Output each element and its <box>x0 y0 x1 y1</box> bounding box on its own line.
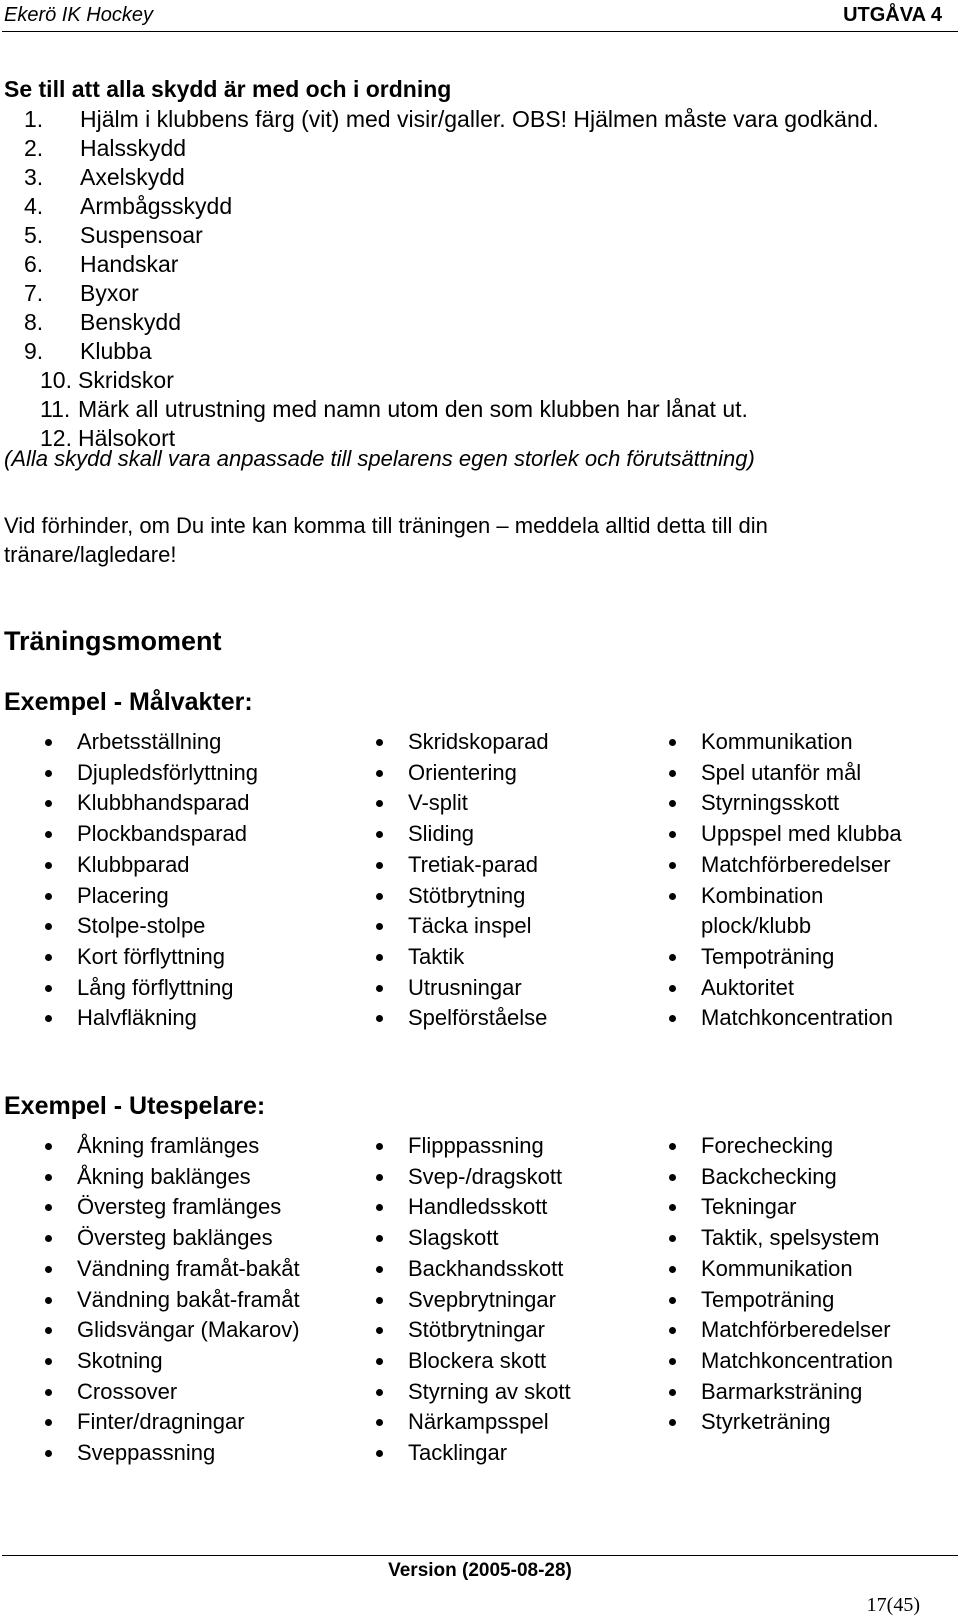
bullet-item: Flipppassning <box>376 1131 571 1162</box>
equipment-item-text: Suspensoar <box>80 222 203 248</box>
bullet-item: Stolpe-stolpe <box>45 911 258 942</box>
equipment-item-text: Armbågsskydd <box>80 193 233 219</box>
skater-list-col3 <box>669 1131 893 1438</box>
bullet-item: Vändning bakåt-framåt <box>45 1285 300 1316</box>
bullet-item: Slagskott <box>376 1223 571 1254</box>
bullet-item: Tempoträning <box>669 942 902 973</box>
bullet-item: Plockbandsparad <box>45 819 258 850</box>
bullet-item: Djupledsförlyttning <box>45 758 258 789</box>
bullet-item: Kombination plock/klubb <box>669 881 902 942</box>
page-number: 17(45) <box>866 1594 920 1616</box>
skater-list-col2 <box>376 1131 571 1469</box>
bullet-item: Styrning av skott <box>376 1377 571 1408</box>
bullet-item: Forechecking <box>669 1131 893 1162</box>
skater-list-col1 <box>45 1131 300 1469</box>
goalkeeper-list-col2 <box>376 727 549 1034</box>
bullet-item: Orientering <box>376 758 549 789</box>
bullet-item: Kommunikation <box>669 727 902 758</box>
equipment-item-text: Axelskydd <box>80 164 185 190</box>
equipment-item-number: 6. <box>24 251 44 277</box>
bullet-item: Matchförberedelser <box>669 1315 893 1346</box>
bullet-item: Blockera skott <box>376 1346 571 1377</box>
club-name: Ekerö IK Hockey <box>4 4 153 26</box>
equipment-item-number: 9. <box>24 338 44 364</box>
bullet-item: Barmarksträning <box>669 1377 893 1408</box>
bullet-item: Vändning framåt-bakåt <box>45 1254 300 1285</box>
bullet-item: Lång förflyttning <box>45 973 258 1004</box>
equipment-item-number: 4. <box>24 193 44 219</box>
bullet-item: Halvfläkning <box>45 1003 258 1034</box>
bullet-item: Arbetsställning <box>45 727 258 758</box>
bullet-item: Stötbrytningar <box>376 1315 571 1346</box>
bullet-item: Taktik <box>376 942 549 973</box>
bullet-item: Åkning framlänges <box>45 1131 300 1162</box>
bullet-item: Stötbrytning <box>376 881 549 912</box>
bullet-item: Kort förflyttning <box>45 942 258 973</box>
skater-title: Exempel - Utespelare: <box>4 1092 266 1120</box>
goalkeeper-list-col1 <box>45 727 258 1034</box>
page-header <box>0 0 960 36</box>
bullet-item: Matchkoncentration <box>669 1003 902 1034</box>
equipment-item-text: Hjälm i klubbens färg (vit) med visir/galler. OBS! Hjälmen måste vara godkänd. <box>80 106 879 132</box>
equipment-item-text: Märk all utrustning med namn utom den som klubben har lånat ut. <box>78 396 748 422</box>
equipment-item-number: 8. <box>24 309 44 335</box>
goalkeeper-list-col3 <box>669 727 902 1034</box>
equipment-item-text: Byxor <box>80 280 139 306</box>
equipment-item-number: 1. <box>24 106 44 132</box>
bullet-item: Kommunikation <box>669 1254 893 1285</box>
bullet-item: Åkning baklänges <box>45 1162 300 1193</box>
equipment-item-text: Klubba <box>80 338 152 364</box>
bullet-item: Handledsskott <box>376 1192 571 1223</box>
bullet-item: Tretiak-parad <box>376 850 549 881</box>
bullet-item: Skridskoparad <box>376 727 549 758</box>
bullet-item: Placering <box>45 881 258 912</box>
bullet-item: Översteg baklänges <box>45 1223 300 1254</box>
bullet-item: Klubbparad <box>45 850 258 881</box>
equipment-title: Se till att alla skydd är med och i ordning <box>4 76 452 102</box>
equipment-item-number: 2. <box>24 135 44 161</box>
equipment-item-number: 3. <box>24 164 44 190</box>
bullet-item: Tempoträning <box>669 1285 893 1316</box>
bullet-item: Täcka inspel <box>376 911 549 942</box>
equipment-note: (Alla skydd skall vara anpassade till spelarens egen storlek och förutsättning) <box>4 446 755 471</box>
version-label: Version (2005-08-28) <box>388 1560 572 1581</box>
bullet-item: Svepbrytningar <box>376 1285 571 1316</box>
bullet-item: Klubbhandsparad <box>45 788 258 819</box>
bullet-item: Översteg framlänges <box>45 1192 300 1223</box>
bullet-item: V-split <box>376 788 549 819</box>
equipment-item-number: 10. <box>40 367 72 393</box>
bullet-item: Närkampsspel <box>376 1407 571 1438</box>
equipment-item-text: Skridskor <box>78 367 174 393</box>
bullet-item: Tekningar <box>669 1192 893 1223</box>
bullet-item: Glidsvängar (Makarov) <box>45 1315 300 1346</box>
bullet-item: Taktik, spelsystem <box>669 1223 893 1254</box>
header-rule <box>2 31 958 32</box>
bullet-item: Sveppassning <box>45 1438 300 1469</box>
edition-label: UTGÅVA 4 <box>843 4 942 26</box>
footer-rule <box>2 1555 958 1556</box>
bullet-item: Uppspel med klubba <box>669 819 902 850</box>
bullet-item: Backhandsskott <box>376 1254 571 1285</box>
bullet-item: Crossover <box>45 1377 300 1408</box>
absence-notice: Vid förhinder, om Du inte kan komma till träningen – meddela alltid detta till din tränare/lagledare! <box>4 513 768 567</box>
bullet-item: Auktoritet <box>669 973 902 1004</box>
bullet-item: Spel utanför mål <box>669 758 902 789</box>
bullet-item: Spelförståelse <box>376 1003 549 1034</box>
equipment-item-number: 7. <box>24 280 44 306</box>
bullet-item: Svep-/dragskott <box>376 1162 571 1193</box>
equipment-item-text: Handskar <box>80 251 179 277</box>
bullet-item: Sliding <box>376 819 549 850</box>
bullet-item: Utrusningar <box>376 973 549 1004</box>
bullet-item: Tacklingar <box>376 1438 571 1469</box>
bullet-item: Finter/dragningar <box>45 1407 300 1438</box>
section-title: Träningsmoment <box>4 626 222 656</box>
bullet-item: Styrketräning <box>669 1407 893 1438</box>
equipment-item-number: 12. <box>40 425 72 451</box>
equipment-item-text: Benskydd <box>80 309 182 335</box>
bullet-item: Backchecking <box>669 1162 893 1193</box>
equipment-item-number: 11. <box>40 396 71 422</box>
bullet-item: Styrningsskott <box>669 788 902 819</box>
bullet-item: Matchförberedelser <box>669 850 902 881</box>
goalkeeper-title: Exempel - Målvakter: <box>4 688 253 716</box>
bullet-item: Matchkoncentration <box>669 1346 893 1377</box>
equipment-item-text: Halsskydd <box>80 135 187 161</box>
bullet-item: Skotning <box>45 1346 300 1377</box>
equipment-item-text: Hälsokort <box>78 425 176 451</box>
equipment-item-number: 5. <box>24 222 44 248</box>
